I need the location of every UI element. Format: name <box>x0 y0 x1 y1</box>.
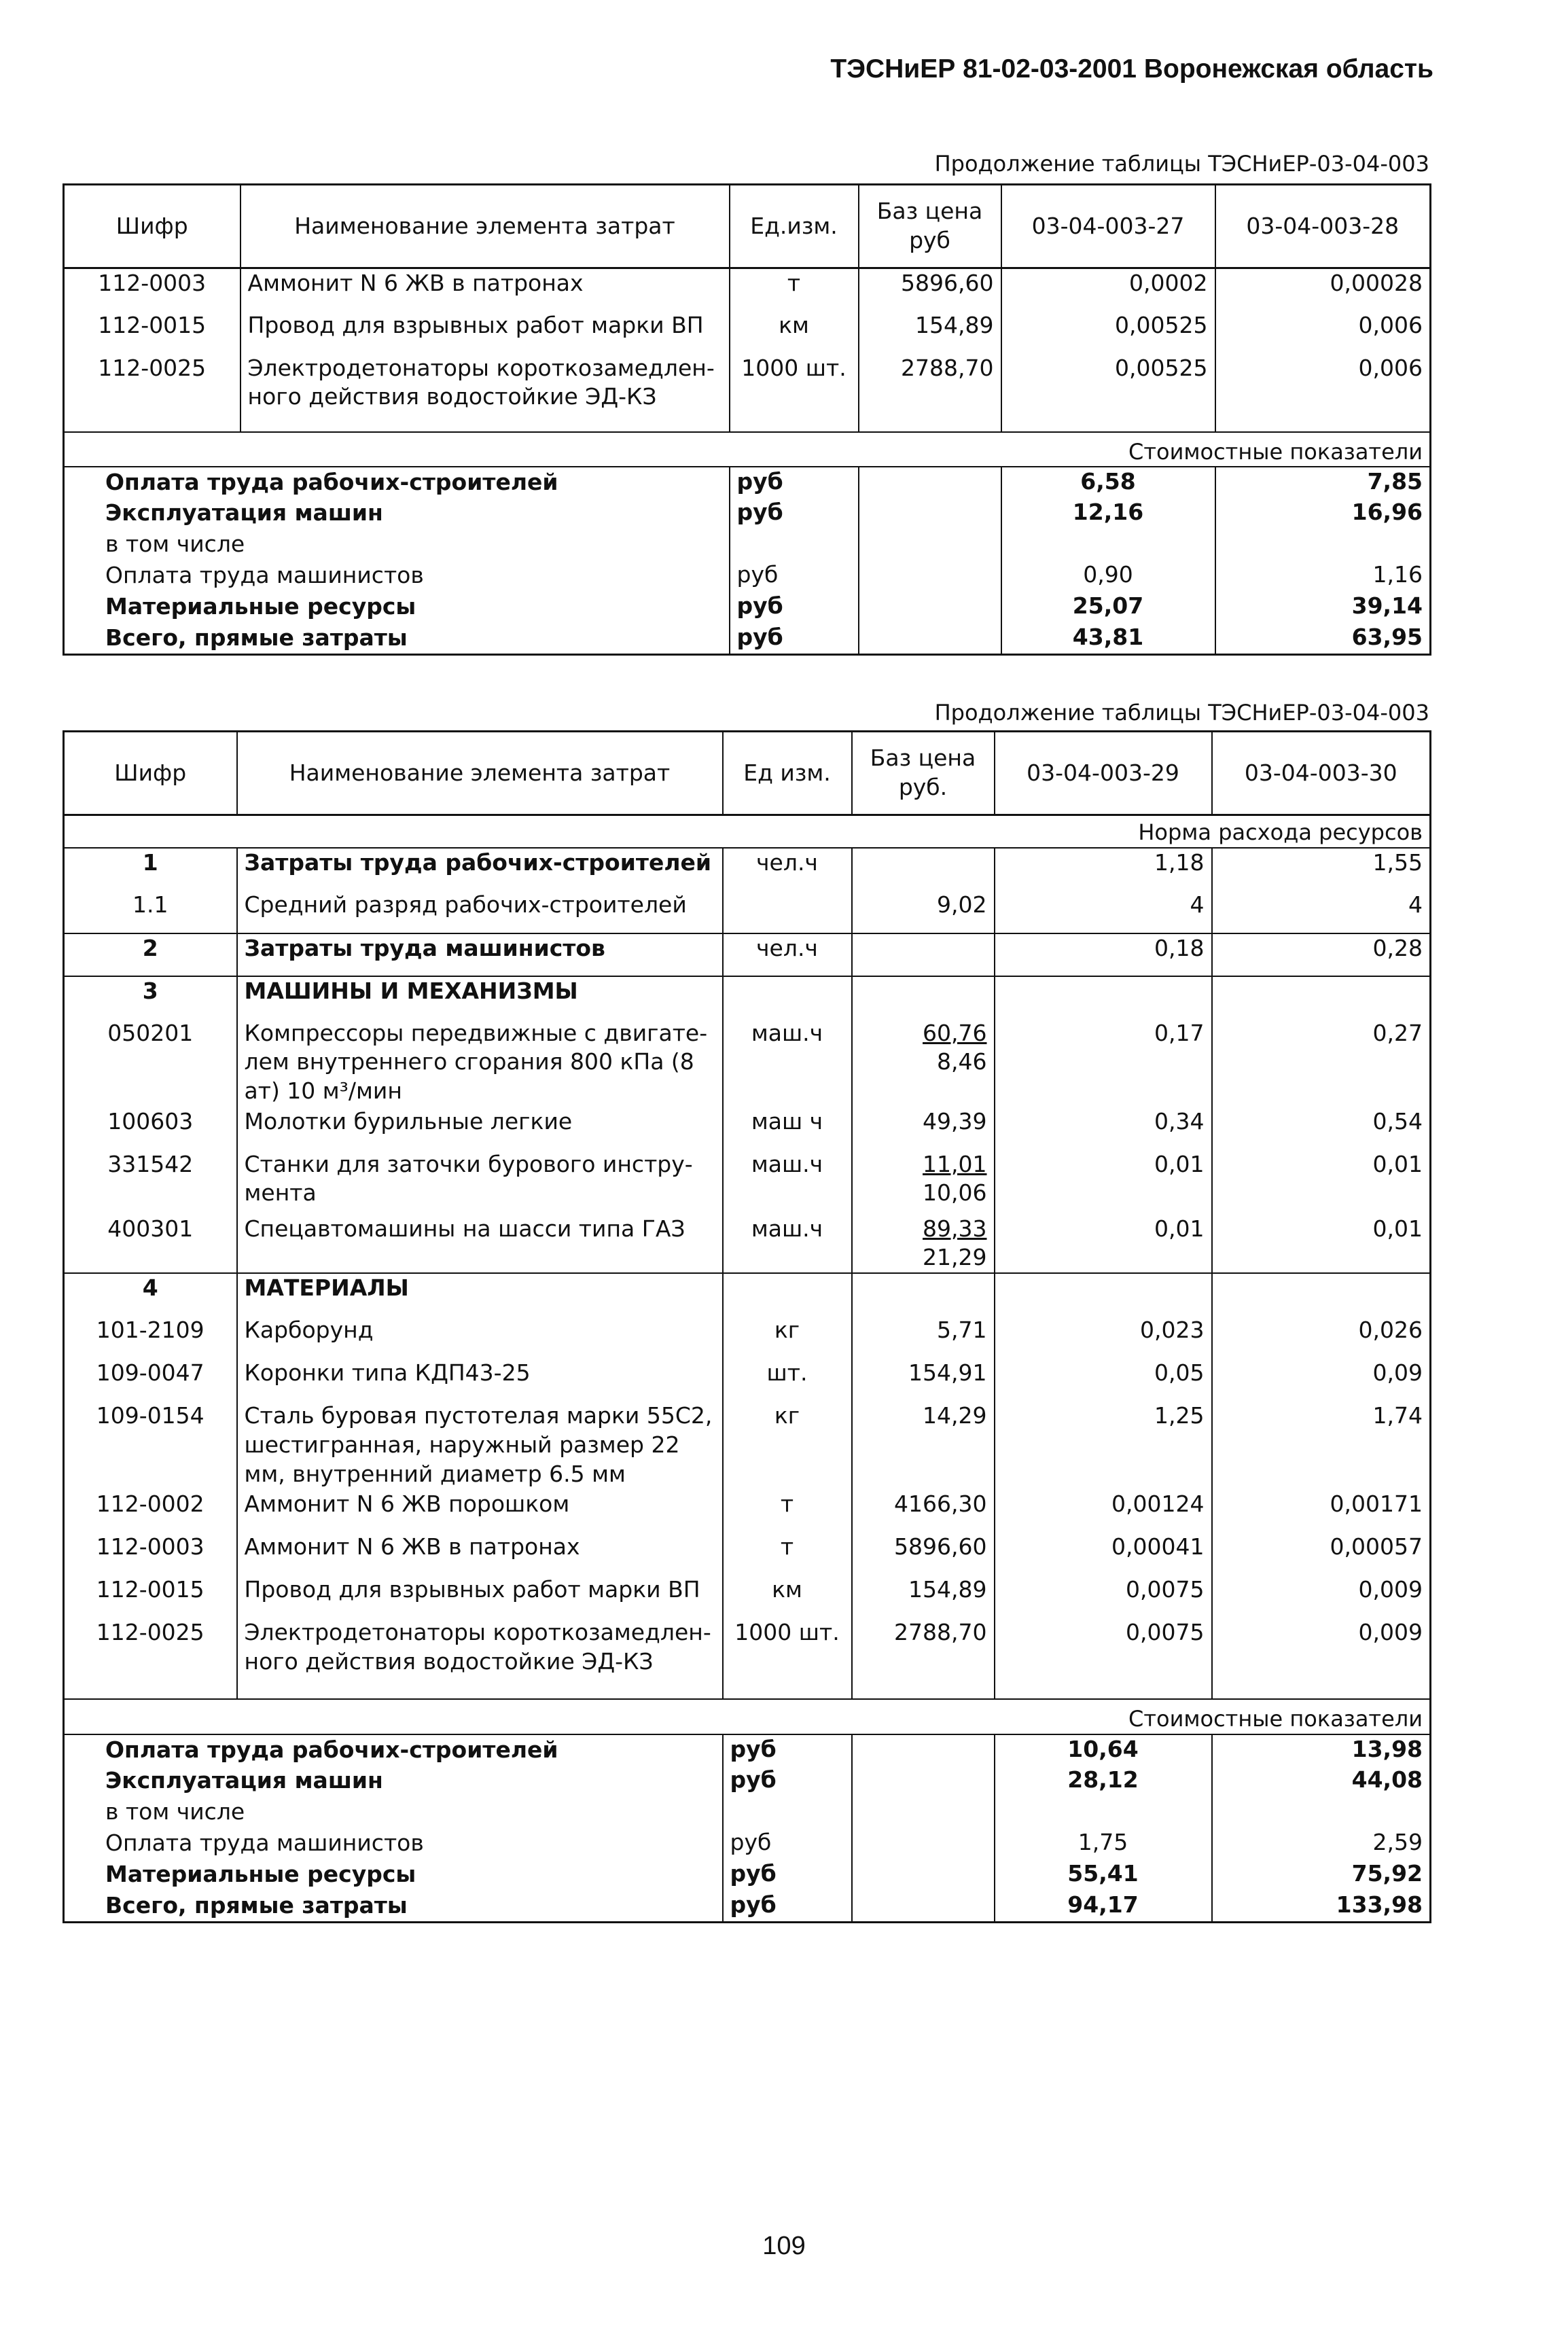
cell-code: 112-0025 <box>98 354 207 381</box>
cell-price <box>852 1019 995 1107</box>
document-header: ТЭСНиЕР 81-02-03-2001 Воронежская область <box>830 54 1433 84</box>
cost-value-b: 7,85 <box>1215 467 1431 498</box>
spacer-cell <box>240 418 730 432</box>
page-number: 109 <box>762 2232 806 2260</box>
cost-label: Оплата труда рабочих-строителей <box>105 1736 558 1763</box>
cost-value-a: 25,07 <box>1001 592 1215 623</box>
cell-price <box>852 1618 995 1683</box>
cell-unit <box>723 976 852 1019</box>
col-header-name: Наименование элемента затрат <box>240 185 730 268</box>
cost-value-b: 133,98 <box>1212 1891 1431 1922</box>
cost-label: Эксплуатация машин <box>105 499 383 527</box>
cost-value-b: 16,96 <box>1215 498 1431 529</box>
cell-price <box>859 354 1001 418</box>
cell-unit <box>723 891 852 933</box>
cell-name: Провод для взрывных работ марки ВП <box>240 311 730 354</box>
col-header-norm-a: 03-04-003-29 <box>995 732 1212 815</box>
table-row <box>64 311 1431 354</box>
cell-unit: чел.ч <box>723 848 852 891</box>
cost-row <box>64 560 1431 592</box>
price-value: 5,71 <box>937 1317 987 1344</box>
cell-price <box>852 1359 995 1402</box>
cost-row <box>64 1891 1431 1922</box>
table-row <box>64 933 1431 976</box>
table-row <box>64 1019 1431 1107</box>
cell-norm-a: 0,00041 <box>995 1533 1212 1575</box>
cost-value-a: 0,90 <box>1001 560 1215 592</box>
cost-unit <box>723 1797 852 1828</box>
cell-price <box>852 1107 995 1150</box>
cell-norm-a: 0,0002 <box>1001 268 1215 311</box>
cell-name: Компрессоры передвижные с двигате- лем внутреннего сгорания 800 кПа (8 ат) 10 м³/мин <box>237 1019 723 1107</box>
cell-code: 109-0047 <box>96 1359 204 1387</box>
cost-value-b: 39,14 <box>1215 592 1431 623</box>
cell-code: 1 <box>142 849 158 876</box>
cell-norm-b: 0,01 <box>1212 1215 1431 1274</box>
cell-norm-a: 0,17 <box>995 1019 1212 1107</box>
cell-name: Аммонит N 6 ЖВ порошком <box>237 1490 723 1533</box>
cost-label: Материальные ресурсы <box>105 1860 416 1887</box>
cost-label: Материальные ресурсы <box>105 593 416 620</box>
cost-value-b: 13,98 <box>1212 1734 1431 1766</box>
cell-price <box>852 1402 995 1490</box>
cost-unit: руб <box>723 1828 852 1859</box>
cost-unit: руб <box>730 623 859 654</box>
cell-norm-b: 4 <box>1212 891 1431 933</box>
price-value-secondary: 10,06 <box>923 1179 987 1207</box>
cell-code: 4 <box>142 1274 158 1302</box>
cost-blank <box>852 1734 995 1766</box>
price-value: 154,89 <box>908 1576 987 1603</box>
cost-label: Эксплуатация машин <box>105 1766 383 1794</box>
cell-code: 112-0002 <box>96 1491 204 1518</box>
cell-name: Станки для заточки бурового инстру- мента <box>237 1150 723 1215</box>
cell-norm-a: 0,18 <box>995 933 1212 976</box>
cell-norm-a: 1,25 <box>995 1402 1212 1490</box>
price-value: 154,89 <box>915 311 994 338</box>
cell-norm-a: 1,18 <box>995 848 1212 891</box>
cost-value-b <box>1212 1797 1431 1828</box>
cost-value-b: 44,08 <box>1212 1766 1431 1797</box>
price-value: 9,02 <box>937 891 987 918</box>
cost-unit: руб <box>723 1859 852 1891</box>
price-value: 60,76 <box>923 1019 987 1046</box>
spacer-cell <box>64 1683 237 1699</box>
cost-value-a: 12,16 <box>1001 498 1215 529</box>
cost-value-a: 10,64 <box>995 1734 1212 1766</box>
cost-row <box>64 529 1431 560</box>
price-value: 4166,30 <box>894 1491 987 1518</box>
price-value: 11,01 <box>923 1150 987 1177</box>
cell-unit: маш ч <box>723 1107 852 1150</box>
cell-norm-a: 0,34 <box>995 1107 1212 1150</box>
cell-norm-a: 0,00124 <box>995 1490 1212 1533</box>
table1-cost-header-label: Стоимостные показатели <box>1001 432 1431 467</box>
cost-row <box>64 1797 1431 1828</box>
cost-value-a: 55,41 <box>995 1859 1212 1891</box>
cell-norm-b: 0,27 <box>1212 1019 1431 1107</box>
spacer-cell <box>859 418 1001 432</box>
cell-norm-a <box>995 976 1212 1019</box>
table-row <box>64 976 1431 1019</box>
cost-blank <box>852 1766 995 1797</box>
cell-norm-b: 0,009 <box>1212 1618 1431 1683</box>
table2-norm-header <box>64 815 1431 848</box>
price-value: 49,39 <box>923 1107 987 1135</box>
price-value: 5896,60 <box>901 270 994 296</box>
cost-value-a: 28,12 <box>995 1766 1212 1797</box>
table-row <box>64 1215 1431 1274</box>
spacer-cell <box>995 1683 1212 1699</box>
table1-continuation-caption: Продолжение таблицы ТЭСНиЕР-03-04-003 <box>934 151 1429 177</box>
col-header-unit: Ед.изм. <box>730 185 859 268</box>
cost-blank <box>852 1797 995 1828</box>
table-row <box>64 1316 1431 1359</box>
cost-blank <box>859 560 1001 592</box>
cell-price <box>852 1490 995 1533</box>
cell-code: 101-2109 <box>96 1317 204 1344</box>
col-header-norm-b: 03-04-003-28 <box>1215 185 1431 268</box>
cell-name: МАТЕРИАЛЫ <box>237 1273 723 1316</box>
cost-blank <box>852 1828 995 1859</box>
table2-header-row <box>64 732 1431 815</box>
table-row <box>64 891 1431 933</box>
cell-name: Провод для взрывных работ марки ВП <box>237 1575 723 1618</box>
cost-unit: руб <box>730 592 859 623</box>
cell-norm-b: 1,74 <box>1212 1402 1431 1490</box>
cell-norm-a: 0,023 <box>995 1316 1212 1359</box>
table1-body <box>64 185 1431 655</box>
cost-blank <box>859 498 1001 529</box>
table2-body <box>64 732 1431 1923</box>
cell-norm-b: 0,00171 <box>1212 1490 1431 1533</box>
cell-name: Средний разряд рабочих-строителей <box>237 891 723 933</box>
cell-name: Карборунд <box>237 1316 723 1359</box>
cost-value-a: 43,81 <box>1001 623 1215 654</box>
cost-value-b: 2,59 <box>1212 1828 1431 1859</box>
cell-norm-a: 0,05 <box>995 1359 1212 1402</box>
cost-blank <box>859 623 1001 654</box>
cost-label: в том числе <box>105 531 245 558</box>
cell-price <box>859 268 1001 311</box>
cell-price <box>852 1533 995 1575</box>
cell-price <box>852 891 995 933</box>
cell-norm-a: 4 <box>995 891 1212 933</box>
cost-unit: руб <box>730 467 859 498</box>
cost-blank <box>859 467 1001 498</box>
cost-label: Оплата труда машинистов <box>105 562 424 589</box>
cell-unit: км <box>730 311 859 354</box>
cell-code: 112-0015 <box>98 311 207 338</box>
cost-label: Оплата труда машинистов <box>105 1829 424 1856</box>
col-header-unit: Ед изм. <box>723 732 852 815</box>
cost-row <box>64 1828 1431 1859</box>
cell-code: 112-0015 <box>96 1576 204 1603</box>
cell-code: 112-0003 <box>98 270 207 296</box>
cell-price <box>852 1273 995 1316</box>
cost-unit: руб <box>730 560 859 592</box>
cell-code: 112-0025 <box>96 1619 204 1646</box>
cost-label: Всего, прямые затраты <box>64 623 730 654</box>
table-row <box>64 1575 1431 1618</box>
cost-label: в том числе <box>105 1798 245 1825</box>
cost-row <box>64 1734 1431 1766</box>
cost-value-a: 1,75 <box>995 1828 1212 1859</box>
spacer-cell <box>723 1683 852 1699</box>
cell-price <box>852 933 995 976</box>
cell-name: Затраты труда машинистов <box>237 933 723 976</box>
cell-code: 400301 <box>64 1215 237 1274</box>
cell-unit: 1000 шт. <box>730 354 859 418</box>
table-row <box>64 1107 1431 1150</box>
cost-value-b: 63,95 <box>1215 623 1431 654</box>
cell-name: Молотки бурильные легкие <box>237 1107 723 1150</box>
cell-code: 109-0154 <box>96 1402 204 1429</box>
spacer-cell <box>1212 1683 1431 1699</box>
cell-norm-b <box>1212 1273 1431 1316</box>
cost-row <box>64 467 1431 498</box>
col-header-norm-a: 03-04-003-27 <box>1001 185 1215 268</box>
cost-blank <box>852 1891 995 1922</box>
cell-name: Электродетонаторы короткозамедлен- ного действия водостойкие ЭД-КЗ <box>240 354 730 418</box>
cell-name: Спецавтомашины на шасси типа ГАЗ <box>237 1215 723 1274</box>
blank-cell <box>64 432 1001 467</box>
cell-price <box>852 1575 995 1618</box>
cell-code: 050201 <box>107 1019 194 1046</box>
cell-unit: маш.ч <box>723 1150 852 1215</box>
table-row <box>64 1359 1431 1402</box>
cell-price <box>852 1316 995 1359</box>
col-header-code: Шифр <box>64 185 240 268</box>
cell-code: 112-0003 <box>96 1533 204 1560</box>
table2-cost-header <box>64 1699 1431 1734</box>
price-value-secondary: 21,29 <box>923 1244 987 1271</box>
cell-name: Электродетонаторы короткозамедлен- ного действия водостойкие ЭД-КЗ <box>237 1618 723 1683</box>
cell-norm-a: 0,00525 <box>1001 311 1215 354</box>
cost-unit: руб <box>723 1891 852 1922</box>
cost-unit: руб <box>730 498 859 529</box>
cell-norm-b: 0,00057 <box>1212 1533 1431 1575</box>
table1-header-row <box>64 185 1431 268</box>
spacer-row <box>64 1683 1431 1699</box>
cell-unit: км <box>723 1575 852 1618</box>
table2-cost-header-label: Стоимостные показатели <box>995 1699 1431 1734</box>
col-header-norm-b: 03-04-003-30 <box>1212 732 1431 815</box>
price-value: 5896,60 <box>894 1533 987 1560</box>
cell-name: Аммонит N 6 ЖВ в патронах <box>240 268 730 311</box>
spacer-cell <box>730 418 859 432</box>
cell-unit: маш.ч <box>723 1215 852 1274</box>
table-row <box>64 1618 1431 1683</box>
table2-continuation-caption: Продолжение таблицы ТЭСНиЕР-03-04-003 <box>934 700 1429 726</box>
cell-norm-b <box>1212 976 1431 1019</box>
spacer-cell <box>1001 418 1215 432</box>
cost-row <box>64 592 1431 623</box>
cost-unit: руб <box>723 1766 852 1797</box>
table2-norm-header-label: Норма расхода ресурсов <box>995 815 1431 848</box>
table2 <box>63 730 1431 1923</box>
cell-unit <box>723 1273 852 1316</box>
blank-cell <box>64 815 995 848</box>
cell-norm-b: 0,00028 <box>1215 268 1431 311</box>
cell-norm-b: 0,54 <box>1212 1107 1431 1150</box>
cell-norm-b: 0,006 <box>1215 311 1431 354</box>
cost-unit <box>730 529 859 560</box>
cost-value-b: 1,16 <box>1215 560 1431 592</box>
price-value: 14,29 <box>923 1402 987 1429</box>
cell-unit: кг <box>723 1316 852 1359</box>
cell-price <box>859 311 1001 354</box>
table-row <box>64 848 1431 891</box>
cell-code: 331542 <box>107 1150 194 1177</box>
cost-value-b: 75,92 <box>1212 1859 1431 1891</box>
spacer-cell <box>237 1683 723 1699</box>
spacer-row <box>64 418 1431 432</box>
spacer-cell <box>1215 418 1431 432</box>
cell-unit: чел.ч <box>723 933 852 976</box>
cell-norm-b: 0,01 <box>1212 1150 1431 1215</box>
cost-blank <box>852 1859 995 1891</box>
price-value-secondary: 8,46 <box>937 1048 987 1075</box>
table-row <box>64 268 1431 311</box>
cell-code: 3 <box>142 977 158 1004</box>
table-row <box>64 1533 1431 1575</box>
price-value: 154,91 <box>908 1359 987 1387</box>
cost-value-a: 94,17 <box>995 1891 1212 1922</box>
cell-norm-b: 0,026 <box>1212 1316 1431 1359</box>
table1 <box>63 183 1431 656</box>
cell-norm-b: 0,006 <box>1215 354 1431 418</box>
cost-row <box>64 1859 1431 1891</box>
cell-price <box>852 1150 995 1215</box>
cost-value-a <box>1001 529 1215 560</box>
cost-row <box>64 623 1431 654</box>
cost-label: Оплата труда рабочих-строителей <box>105 469 558 496</box>
cell-unit: т <box>723 1490 852 1533</box>
cost-blank <box>859 529 1001 560</box>
price-value: 2788,70 <box>901 354 994 381</box>
blank-cell <box>64 1699 995 1734</box>
cost-value-b <box>1215 529 1431 560</box>
cell-name: Затраты труда рабочих-строителей <box>237 848 723 891</box>
cost-row <box>64 498 1431 529</box>
cell-unit: маш.ч <box>723 1019 852 1107</box>
cell-name: Коронки типа КДП43-25 <box>237 1359 723 1402</box>
cost-label: Всего, прямые затраты <box>64 1891 723 1922</box>
cell-price <box>852 1215 995 1274</box>
cell-unit: 1000 шт. <box>723 1618 852 1683</box>
cell-unit: т <box>730 268 859 311</box>
cell-norm-a: 0,01 <box>995 1215 1212 1274</box>
table-row <box>64 1273 1431 1316</box>
cell-name: МАШИНЫ И МЕХАНИЗМЫ <box>237 976 723 1019</box>
cell-name: Аммонит N 6 ЖВ в патронах <box>237 1533 723 1575</box>
spacer-cell <box>64 418 240 432</box>
cell-norm-a: 0,01 <box>995 1150 1212 1215</box>
price-value: 89,33 <box>923 1215 987 1242</box>
cost-value-a <box>995 1797 1212 1828</box>
col-header-code: Шифр <box>64 732 237 815</box>
cell-code: 100603 <box>107 1107 194 1135</box>
cell-norm-a <box>995 1273 1212 1316</box>
table1-cost-header <box>64 432 1431 467</box>
cell-unit: шт. <box>723 1359 852 1402</box>
table-row <box>64 1490 1431 1533</box>
cell-norm-b: 0,28 <box>1212 933 1431 976</box>
cell-norm-a: 0,0075 <box>995 1618 1212 1683</box>
cell-norm-a: 0,00525 <box>1001 354 1215 418</box>
price-value: 2788,70 <box>894 1619 987 1646</box>
cell-unit: т <box>723 1533 852 1575</box>
table-row <box>64 1402 1431 1490</box>
cost-unit: руб <box>723 1734 852 1766</box>
cell-code: 1.1 <box>64 891 237 933</box>
cell-code: 2 <box>64 933 237 976</box>
table-row <box>64 1150 1431 1215</box>
col-header-price: Баз цена руб <box>859 185 1001 268</box>
cost-blank <box>859 592 1001 623</box>
cell-norm-a: 0,0075 <box>995 1575 1212 1618</box>
cell-name: Сталь буровая пустотелая марки 55С2, шестигранная, наружный размер 22 мм, внутренний диаметр 6.5 мм <box>237 1402 723 1490</box>
cell-norm-b: 0,009 <box>1212 1575 1431 1618</box>
cell-norm-b: 1,55 <box>1212 848 1431 891</box>
table-row <box>64 354 1431 418</box>
cell-price <box>852 976 995 1019</box>
cost-row <box>64 1766 1431 1797</box>
cell-unit: кг <box>723 1402 852 1490</box>
cell-norm-b: 0,09 <box>1212 1359 1431 1402</box>
col-header-price: Баз цена руб. <box>852 732 995 815</box>
col-header-name: Наименование элемента затрат <box>237 732 723 815</box>
cost-value-a: 6,58 <box>1001 467 1215 498</box>
spacer-cell <box>852 1683 995 1699</box>
cell-price <box>852 848 995 891</box>
